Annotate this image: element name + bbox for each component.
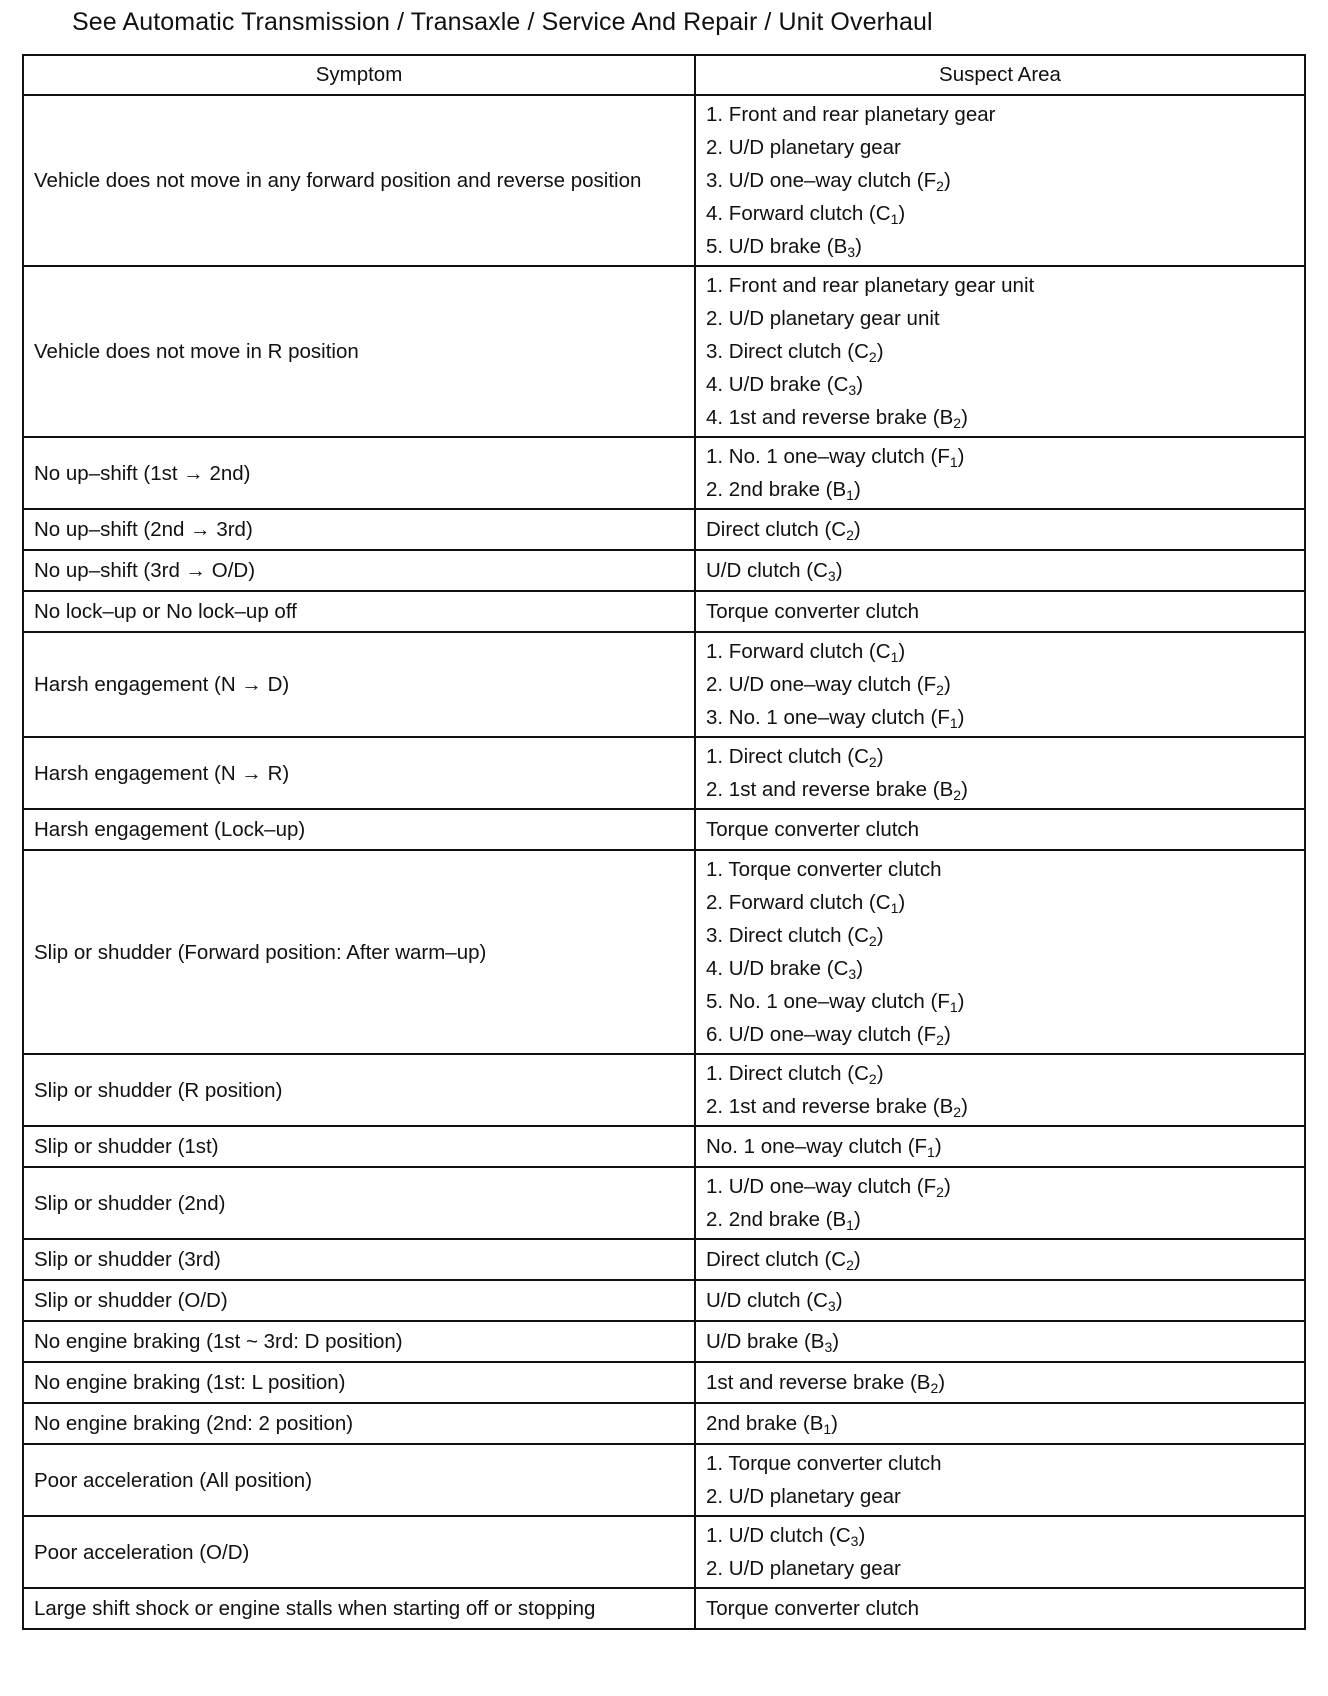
suspect-text: U/D brake (B: [706, 1330, 825, 1353]
suspect-text-suffix: ): [943, 1023, 951, 1046]
suspect-item: [706, 1203, 1294, 1236]
suspect-area-cell: [695, 1239, 1305, 1280]
table-row: [23, 1362, 1305, 1403]
symptom-cell: [23, 1280, 695, 1321]
suspect-list: [706, 1445, 1294, 1515]
suspect-text-suffix: ): [853, 478, 861, 501]
table-row: [23, 737, 1305, 809]
suspect-item: [706, 554, 1294, 587]
suspect-text: 1. Torque converter clutch: [706, 1452, 942, 1475]
suspect-subscript: 3: [824, 1339, 833, 1355]
symptom-text: Harsh engagement (Lock–up): [34, 818, 306, 841]
table-row: [23, 1280, 1305, 1321]
suspect-text-suffix: ): [943, 1175, 951, 1198]
suspect-subscript: 3: [827, 1298, 836, 1314]
suspect-text: U/D clutch (C: [706, 1289, 828, 1312]
suspect-subscript: 3: [847, 244, 856, 260]
suspect-text: 4. U/D brake (C: [706, 373, 849, 396]
symptom-text: No up–shift (3rd → O/D): [34, 559, 256, 582]
symptom-text: Vehicle does not move in any forward position and reverse position: [34, 169, 642, 192]
table-row: [23, 591, 1305, 632]
suspect-subscript: 3: [848, 966, 857, 982]
suspect-list: [706, 438, 1294, 508]
suspect-area-cell: [695, 95, 1305, 266]
suspect-subscript: 1: [949, 715, 958, 731]
suspect-item: [706, 197, 1294, 230]
symptom-text: Slip or shudder (Forward position: After warm–up): [34, 940, 487, 964]
suspect-item: [706, 635, 1294, 668]
suspect-area-cell: [695, 1588, 1305, 1629]
suspect-text-suffix: ): [961, 778, 968, 801]
suspect-subscript: 2: [868, 349, 877, 365]
suspect-text: 3. Direct clutch (C: [706, 340, 869, 363]
suspect-subscript: 2: [846, 527, 854, 543]
suspect-item: [706, 952, 1294, 985]
suspect-text-suffix: ): [943, 673, 951, 696]
table-row: [23, 632, 1305, 737]
suspect-subscript: 2: [868, 754, 877, 770]
suspect-text-suffix: ): [876, 924, 884, 947]
suspect-subscript: 2: [953, 1104, 962, 1120]
suspect-subscript: 1: [890, 211, 899, 227]
suspect-item: [706, 1447, 1294, 1480]
symptom-text: Slip or shudder (1st): [34, 1135, 219, 1158]
suspect-area-cell: [695, 1362, 1305, 1403]
suspect-subscript: 2: [953, 787, 962, 803]
suspect-text: 2. U/D one–way clutch (F: [706, 673, 937, 696]
table-row: [23, 1321, 1305, 1362]
suspect-area-cell: [695, 1321, 1305, 1362]
suspect-subscript: 1: [949, 999, 958, 1015]
suspect-text-suffix: ): [934, 1135, 942, 1158]
symptom-text: Vehicle does not move in R position: [34, 340, 359, 363]
suspect-subscript: 2: [930, 1380, 939, 1396]
table-row: [23, 437, 1305, 509]
suspect-text: Direct clutch (C: [706, 518, 847, 541]
suspect-subscript: 2: [846, 1257, 854, 1273]
suspect-item: [706, 164, 1294, 197]
symptom-cell: [23, 632, 695, 737]
suspect-item: [706, 813, 1294, 846]
suspect-text-suffix: ): [876, 745, 884, 768]
suspect-item: [706, 1480, 1294, 1513]
suspect-text: 4. Forward clutch (C: [706, 202, 891, 225]
suspect-item: [706, 269, 1294, 302]
symptom-cell: [23, 550, 695, 591]
table-row: [23, 1588, 1305, 1629]
suspect-text: 5. No. 1 one–way clutch (F: [706, 990, 950, 1013]
suspect-item: [706, 513, 1294, 546]
suspect-item: [706, 919, 1294, 952]
suspect-list: [706, 1168, 1294, 1238]
symptom-text: No engine braking (2nd: 2 position): [34, 1412, 354, 1435]
suspect-text: 1. Front and rear planetary gear: [706, 103, 996, 126]
suspect-text-suffix: ): [938, 1371, 946, 1394]
symptom-cell: [23, 591, 695, 632]
table-header-row: [23, 55, 1305, 95]
suspect-text: 6. U/D one–way clutch (F: [706, 1023, 937, 1046]
table-row: [23, 509, 1305, 550]
symptom-cell: [23, 1588, 695, 1629]
symptom-cell: [23, 1321, 695, 1362]
suspect-subscript: 1: [890, 649, 899, 665]
suspect-subscript: 2: [936, 1032, 944, 1048]
symptom-cell: [23, 1167, 695, 1239]
suspect-text-suffix: ): [853, 518, 861, 541]
symptom-cell: [23, 809, 695, 850]
table-row: [23, 809, 1305, 850]
symptom-cell: [23, 1126, 695, 1167]
suspect-list: [706, 633, 1294, 736]
suspect-area-cell: [695, 1054, 1305, 1126]
table-row: [23, 266, 1305, 437]
suspect-text: 1. No. 1 one–way clutch (F: [706, 445, 950, 468]
suspect-subscript: 1: [927, 1144, 935, 1160]
suspect-text-suffix: ): [835, 559, 843, 582]
suspect-text-suffix: ): [831, 1412, 838, 1435]
suspect-area-cell: [695, 1167, 1305, 1239]
suspect-subscript: 3: [827, 568, 836, 584]
suspect-area-cell: [695, 1516, 1305, 1588]
suspect-text: U/D clutch (C: [706, 559, 828, 582]
suspect-text: 2. 2nd brake (B: [706, 1208, 847, 1231]
suspect-text-suffix: ): [835, 1289, 843, 1312]
suspect-item: [706, 1284, 1294, 1317]
suspect-text: Direct clutch (C: [706, 1248, 847, 1271]
suspect-text: 4. 1st and reverse brake (B: [706, 406, 954, 429]
symptom-cell: [23, 266, 695, 437]
symptom-text: No up–shift (1st → 2nd): [34, 461, 251, 485]
suspect-text-suffix: ): [856, 373, 864, 396]
suspect-list: [706, 267, 1294, 436]
symptom-text: No engine braking (1st ~ 3rd: D position): [34, 1330, 403, 1353]
symptom-text: No engine braking (1st: L position): [34, 1371, 346, 1394]
suspect-text: 2. U/D planetary gear unit: [706, 307, 940, 330]
suspect-text: 4. U/D brake (C: [706, 957, 849, 980]
symptom-text: Slip or shudder (R position): [34, 1078, 283, 1102]
suspect-text-suffix: ): [898, 202, 906, 225]
suspect-item: [706, 740, 1294, 773]
table-row: [23, 1167, 1305, 1239]
suspect-area-cell: [695, 591, 1305, 632]
suspect-text-suffix: ): [961, 1095, 968, 1118]
suspect-item: [706, 473, 1294, 506]
symptom-cell: [23, 1403, 695, 1444]
suspect-subscript: 3: [850, 1533, 859, 1549]
suspect-area-cell: [695, 1403, 1305, 1444]
suspect-item: [706, 230, 1294, 263]
suspect-text-suffix: ): [961, 406, 968, 429]
suspect-subscript: 2: [868, 933, 877, 949]
suspect-text-suffix: ): [876, 1062, 884, 1085]
symptom-cell: [23, 1444, 695, 1516]
symptom-text: Large shift shock or engine stalls when starting off or stopping: [34, 1597, 596, 1620]
suspect-text: 2. 1st and reverse brake (B: [706, 1095, 954, 1118]
suspect-item: [706, 701, 1294, 734]
table-row: [23, 95, 1305, 266]
symptom-cell: [23, 509, 695, 550]
table-row: [23, 1444, 1305, 1516]
suspect-subscript: 2: [936, 682, 944, 698]
suspect-item: [706, 1090, 1294, 1123]
suspect-list: [706, 738, 1294, 808]
suspect-item: [706, 440, 1294, 473]
suspect-text: 1. Torque converter clutch: [706, 858, 942, 881]
suspect-text: 1. Direct clutch (C: [706, 1062, 869, 1085]
suspect-text-suffix: ): [957, 445, 965, 468]
symptom-text: No up–shift (2nd → 3rd): [34, 518, 253, 541]
suspect-text: 2nd brake (B: [706, 1412, 824, 1435]
suspect-text: 1. U/D one–way clutch (F: [706, 1175, 937, 1198]
suspect-item: [706, 368, 1294, 401]
suspect-list: [706, 1517, 1294, 1587]
suspect-item: [706, 335, 1294, 368]
suspect-subscript: 2: [936, 178, 944, 194]
suspect-text: 1. Direct clutch (C: [706, 745, 869, 768]
symptom-cell: [23, 737, 695, 809]
suspect-text: 1. Front and rear planetary gear unit: [706, 274, 1035, 297]
suspect-text: 2. 1st and reverse brake (B: [706, 778, 954, 801]
suspect-subscript: 3: [848, 382, 857, 398]
suspect-subscript: 1: [823, 1421, 832, 1437]
suspect-text: No. 1 one–way clutch (F: [706, 1135, 928, 1158]
symptom-cell: [23, 1362, 695, 1403]
suspect-item: [706, 1325, 1294, 1358]
suspect-text: 1. Forward clutch (C: [706, 640, 891, 663]
suspect-subscript: 2: [936, 1184, 944, 1200]
symptom-text: Slip or shudder (2nd): [34, 1191, 226, 1215]
symptom-text: Harsh engagement (N → R): [34, 761, 290, 785]
suspect-text: 2. Forward clutch (C: [706, 891, 891, 914]
suspect-area-cell: [695, 809, 1305, 850]
suspect-text: 5. U/D brake (B: [706, 235, 848, 258]
suspect-item: [706, 853, 1294, 886]
suspect-item: [706, 1519, 1294, 1552]
suspect-text: 2. U/D planetary gear: [706, 1485, 901, 1508]
page-title: See Automatic Transmission / Transaxle / Service And Repair / Unit Overhaul: [72, 8, 933, 36]
suspect-area-cell: [695, 850, 1305, 1054]
suspect-text: 3. No. 1 one–way clutch (F: [706, 706, 950, 729]
suspect-item: [706, 1592, 1294, 1625]
suspect-item: [706, 773, 1294, 806]
suspect-text-suffix: ): [898, 891, 906, 914]
suspect-text: Torque converter clutch: [706, 600, 920, 623]
suspect-item: [706, 1407, 1294, 1440]
suspect-text: 2. 2nd brake (B: [706, 478, 847, 501]
suspect-text: 2. U/D planetary gear: [706, 136, 901, 159]
suspect-item: [706, 1170, 1294, 1203]
column-header-symptom: Symptom: [23, 55, 695, 95]
suspect-text-suffix: ): [957, 990, 965, 1013]
suspect-item: [706, 401, 1294, 434]
suspect-text-suffix: ): [855, 235, 862, 258]
suspect-area-cell: [695, 266, 1305, 437]
suspect-text-suffix: ): [853, 1248, 861, 1271]
suspect-area-cell: [695, 632, 1305, 737]
symptom-cell: [23, 850, 695, 1054]
suspect-text: 3. U/D one–way clutch (F: [706, 169, 937, 192]
symptom-text: Slip or shudder (3rd): [34, 1248, 221, 1271]
suspect-item: [706, 1243, 1294, 1276]
symptom-text: Harsh engagement (N → D): [34, 673, 290, 696]
column-header-suspect-area: Suspect Area: [695, 55, 1305, 95]
suspect-subscript: 2: [868, 1071, 877, 1087]
suspect-area-cell: [695, 550, 1305, 591]
suspect-item: [706, 1366, 1294, 1399]
diagnosis-table: [22, 54, 1306, 1630]
suspect-list: [706, 1055, 1294, 1125]
suspect-item: [706, 1130, 1294, 1163]
suspect-text-suffix: ): [856, 957, 864, 980]
table-row: [23, 850, 1305, 1054]
suspect-item: [706, 1552, 1294, 1585]
suspect-text-suffix: ): [898, 640, 906, 663]
suspect-subscript: 1: [949, 454, 958, 470]
suspect-item: [706, 886, 1294, 919]
table-row: [23, 1126, 1305, 1167]
symptom-text: Slip or shudder (O/D): [34, 1289, 228, 1312]
suspect-item: [706, 595, 1294, 628]
suspect-item: [706, 1018, 1294, 1051]
suspect-subscript: 1: [890, 900, 899, 916]
suspect-text: 1. U/D clutch (C: [706, 1524, 851, 1547]
suspect-area-cell: [695, 1444, 1305, 1516]
suspect-text: Torque converter clutch: [706, 1597, 920, 1620]
suspect-text-suffix: ): [853, 1208, 861, 1231]
suspect-item: [706, 985, 1294, 1018]
table-row: [23, 1239, 1305, 1280]
symptom-cell: [23, 437, 695, 509]
symptom-text: No lock–up or No lock–up off: [34, 600, 297, 623]
suspect-area-cell: [695, 1126, 1305, 1167]
suspect-area-cell: [695, 437, 1305, 509]
symptom-cell: [23, 1239, 695, 1280]
suspect-text-suffix: ): [832, 1330, 840, 1353]
suspect-item: [706, 302, 1294, 335]
symptom-text: Poor acceleration (All position): [34, 1468, 313, 1492]
suspect-item: [706, 98, 1294, 131]
table-row: [23, 1403, 1305, 1444]
symptom-cell: [23, 95, 695, 266]
suspect-item: [706, 1057, 1294, 1090]
suspect-text-suffix: ): [858, 1524, 866, 1547]
symptom-text: Poor acceleration (O/D): [34, 1540, 250, 1564]
symptom-cell: [23, 1054, 695, 1126]
suspect-area-cell: [695, 509, 1305, 550]
symptom-cell: [23, 1516, 695, 1588]
suspect-text: 2. U/D planetary gear: [706, 1557, 901, 1580]
suspect-text: 1st and reverse brake (B: [706, 1371, 931, 1394]
suspect-text: 3. Direct clutch (C: [706, 924, 869, 947]
table-row: [23, 1516, 1305, 1588]
suspect-subscript: 1: [846, 1217, 854, 1233]
suspect-text: Torque converter clutch: [706, 818, 920, 841]
suspect-subscript: 2: [953, 415, 962, 431]
suspect-list: [706, 96, 1294, 265]
suspect-area-cell: [695, 1280, 1305, 1321]
suspect-list: [706, 851, 1294, 1053]
table-row: [23, 1054, 1305, 1126]
table-row: [23, 550, 1305, 591]
suspect-subscript: 1: [846, 487, 854, 503]
suspect-text-suffix: ): [943, 169, 951, 192]
suspect-item: [706, 131, 1294, 164]
suspect-text-suffix: ): [876, 340, 884, 363]
suspect-area-cell: [695, 737, 1305, 809]
suspect-item: [706, 668, 1294, 701]
suspect-text-suffix: ): [957, 706, 965, 729]
